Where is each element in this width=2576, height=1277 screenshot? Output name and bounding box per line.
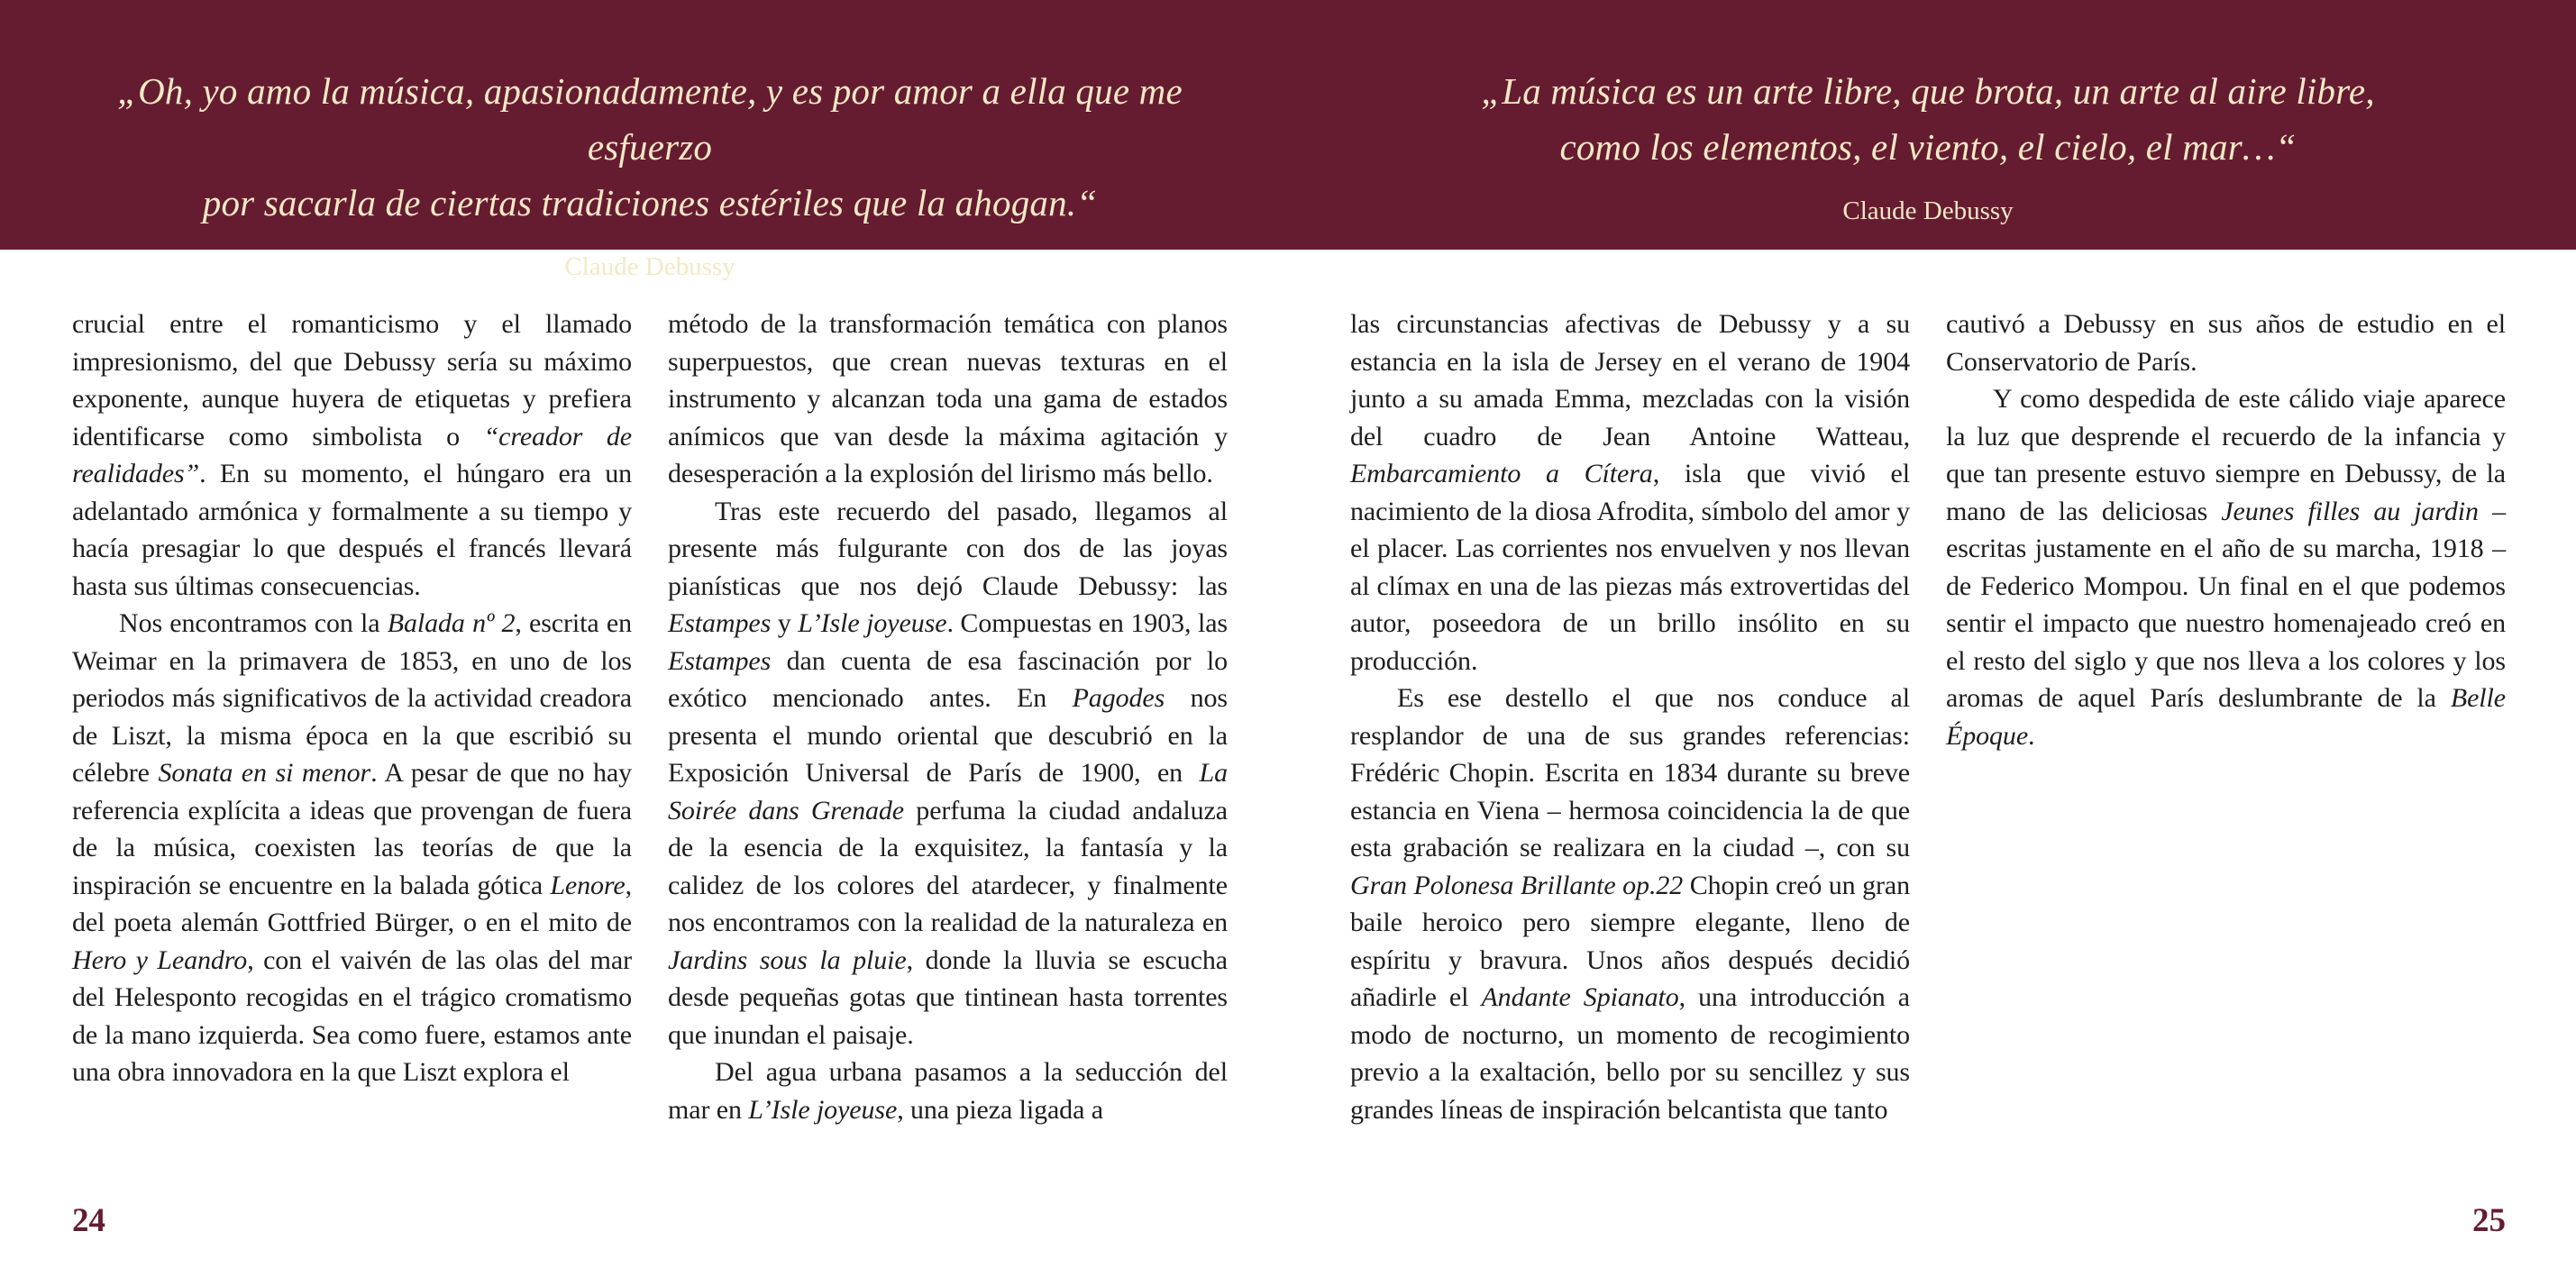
- work-title-text: “creador de realidades”: [72, 421, 632, 488]
- page-number-24: 24: [72, 1202, 105, 1239]
- body-text: , del poeta alemán Gottfried Bürger, o en el mito de: [72, 870, 632, 937]
- body-text: dan cuenta de esa fascinación por lo exótico mencionado antes. En: [668, 645, 1228, 713]
- text-column-3: [1350, 306, 1910, 1128]
- body-text: – escritas justamente en el año de su marcha, 1918 – de Federico Mompou. Un final en el que podemos sentir el impacto que nuestro homenajeado creó en el resto del siglo y que nos lleva a los colores y los aromas de aquel París deslumbrante de la: [1946, 496, 2506, 713]
- body-text: y: [771, 608, 799, 638]
- quote-right-line-2: como los elementos, el viento, el cielo, el mar…“: [1559, 126, 2297, 168]
- work-title-text: Estampes: [668, 645, 772, 676]
- paragraph: [1946, 380, 2506, 754]
- work-title-text: La Soirée dans Grenade: [668, 758, 1228, 825]
- body-text: Y como despedida de este cálido viaje aparece la luz que desprende el recuerdo de la infancia y que tan presente estuvo siempre en Debussy, de la mano de las deliciosas: [1946, 384, 2506, 526]
- quote-left-author: Claude Debussy: [564, 252, 735, 281]
- quote-right-author: Claude Debussy: [1842, 196, 2014, 225]
- paragraph: [668, 1054, 1228, 1128]
- body-text: , escrita en Weimar en la primavera de 1853, en uno de los periodos más significativos de la actividad creadora de Liszt, la misma época en la que escribió su célebre: [72, 608, 632, 788]
- body-text: cautivó a Debussy en sus años de estudio en el Conservatorio de París.: [1946, 309, 2506, 377]
- work-title-text: Andante Spianato: [1481, 982, 1679, 1012]
- body-text: , donde la lluvia se escucha desde pequeñas gotas que tintinean hasta torrentes que inundan el paisaje.: [668, 944, 1228, 1050]
- text-column-4: [1946, 306, 2506, 1128]
- body-text: método de la transformación temática con planos superpuestos, que crean nuevas texturas en el instrumento y alcanzan toda una gama de estados anímicos que van desde la máxima agitación y desesperación a la explosión del lirismo más bello.: [668, 309, 1228, 488]
- body-text: , con el vaivén de las olas del mar del Helesponto recogidas en el trágico cromatismo de la mano izquierda. Sea como fuere, estamos ante una obra innovadora en la que Liszt explora el: [72, 944, 632, 1087]
- paragraph: [1350, 306, 1910, 680]
- page-25: [1350, 306, 2506, 1128]
- text-column-2: [668, 306, 1228, 1128]
- folio-row: [0, 1204, 2576, 1237]
- quote-banner: [0, 0, 2576, 281]
- two-page-spread: [0, 250, 2576, 1128]
- body-text: . Compuestas en 1903, las: [946, 608, 1229, 638]
- work-title-text: L’Isle joyeuse: [798, 608, 947, 638]
- quote-left-line-2: por sacarla de ciertas tradiciones estériles que la ahogan.“: [202, 182, 1098, 223]
- work-title-text: Jeunes filles au jardin: [2221, 496, 2479, 526]
- work-title-text: Balada nº 2: [387, 608, 516, 638]
- body-text: , una pieza ligada a: [897, 1094, 1103, 1125]
- quote-right: [1350, 63, 2506, 250]
- body-text: Chopin creó un gran baile heroico pero siempre elegante, lleno de espíritu y bravura. Unos años después decidió añadirle el: [1350, 870, 1910, 1012]
- body-text: . A pesar de que no hay referencia explícita a ideas que provengan de fuera de la música, coexisten las teorías de que la inspiración se encuentre en la balada gótica: [72, 758, 633, 900]
- body-text: las circunstancias afectivas de Debussy y a su estancia en la isla de Jersey en el verano de 1904 junto a su amada Emma, mezcladas con la visión del cuadro de Jean Antoine Watteau,: [1350, 309, 1910, 452]
- work-title-text: Sonata en si menor: [158, 758, 371, 788]
- paragraph: [1946, 306, 2506, 380]
- work-title-text: Jardins sous la pluie: [668, 944, 907, 975]
- paragraph: [668, 306, 1228, 493]
- body-text: nos presenta el mundo oriental que descubrió en la Exposición Universal de París de 1900, en: [668, 683, 1228, 788]
- body-text: Nos encontramos con la: [119, 608, 388, 638]
- paragraph: [72, 605, 632, 1091]
- work-title-text: Gran Polonesa Brillante op.22: [1350, 870, 1684, 900]
- body-text: crucial entre el romanticismo y el llamado impresionismo, del que Debussy sería su máximo exponente, aunque huyera de etiquetas y prefiera identificarse como simbolista o: [72, 309, 632, 452]
- body-text: . En su momento, el húngaro era un adelantado armónica y formalmente a su tiempo y hacía presagiar lo que después el francés llevará hasta sus últimas consecuencias.: [72, 459, 632, 601]
- paragraph: [668, 493, 1228, 1054]
- work-title-text: Embarcamiento a Cítera: [1350, 459, 1653, 488]
- page-number-25: 25: [2472, 1202, 2506, 1239]
- paragraph: [1350, 680, 1910, 1128]
- body-text: , isla que vivió el nacimiento de la diosa Afrodita, símbolo del amor y el placer. Las corrientes nos envuelven y nos llevan al clímax en una de las piezas más extrovertidas del autor, poseedora de un brillo insólito en su producción.: [1350, 459, 1910, 676]
- text-column-1: [72, 306, 632, 1128]
- body-text: .: [2028, 720, 2035, 751]
- paragraph: [72, 306, 632, 605]
- body-text: , una introducción a modo de nocturno, un momento de recogimiento previo a la exaltación, bello por su sencillez y sus grandes líneas de inspiración belcantista que tanto: [1350, 982, 1910, 1125]
- work-title-text: Pagodes: [1072, 683, 1165, 713]
- page-24: [72, 306, 1228, 1128]
- body-text: perfuma la ciudad andaluza de la esencia de la exquisitez, la fantasía y la calidez de los colores del atardecer, y finalmente nos encontramos con la realidad de la naturaleza en: [668, 795, 1228, 937]
- body-text: Del agua urbana pasamos a la seducción del mar en: [668, 1057, 1228, 1125]
- quote-left-line-1: „Oh, yo amo la música, apasionadamente, y es por amor a ella que me esfuerzo: [117, 70, 1183, 168]
- work-title-text: Estampes: [668, 608, 772, 638]
- work-title-text: Belle Époque: [1946, 683, 2506, 751]
- body-text: Tras este recuerdo del pasado, llegamos al presente más fulgurante con dos de las joyas pianísticas que nos dejó Claude Debussy: las: [668, 496, 1228, 601]
- work-title-text: Lenore: [550, 870, 626, 900]
- work-title-text: L’Isle joyeuse: [748, 1094, 898, 1125]
- work-title-text: Hero y Leandro: [72, 944, 248, 975]
- quote-right-line-1: „La música es un arte libre, que brota, un arte al aire libre,: [1481, 70, 2375, 112]
- quote-left: [72, 63, 1228, 281]
- body-text: Es ese destello el que nos conduce al resplandor de una de sus grandes referencias: Frédéric Chopin. Escrita en 1834 durante su breve estancia en Viena – hermosa coincidencia la de que esta grabación se realizara en la ciudad –, con su: [1350, 683, 1910, 862]
